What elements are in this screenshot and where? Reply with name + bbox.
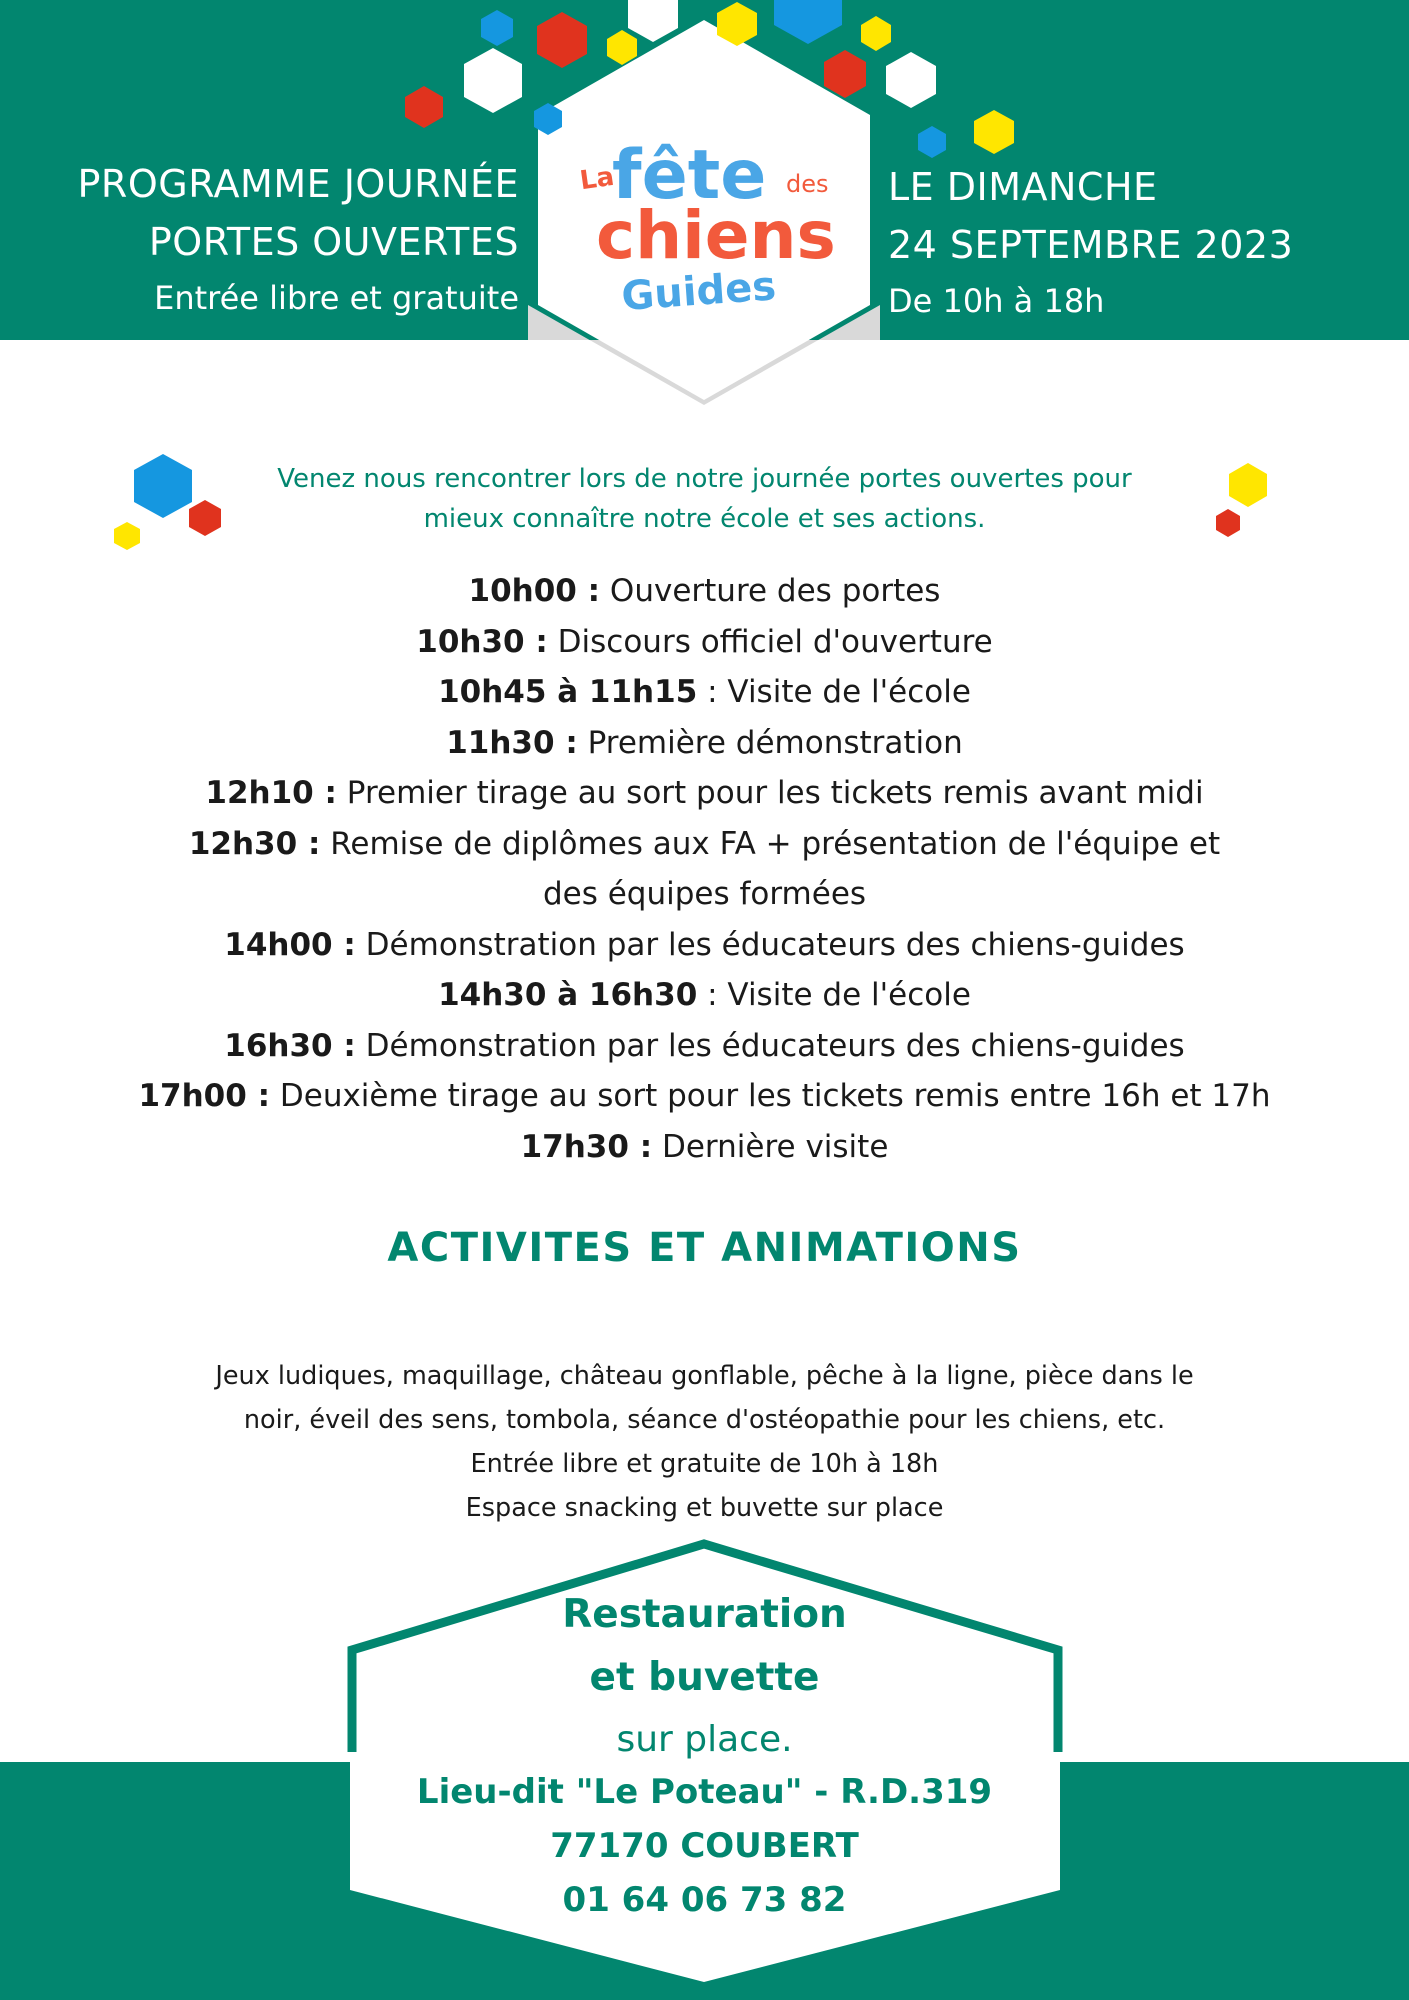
- hex-white: [628, 0, 678, 42]
- schedule-item: [80, 566, 1329, 617]
- schedule-item: [80, 768, 1329, 819]
- address-line2: 77170 COUBERT: [550, 1826, 859, 1866]
- schedule-item: [80, 920, 1329, 971]
- intro-line2: mieux connaître notre école et ses actions.: [423, 504, 986, 534]
- schedule-time: 14h30 à 16h30: [438, 977, 698, 1013]
- schedule-item: [80, 970, 1329, 1021]
- intro-text: [180, 459, 1229, 539]
- hex-red: [405, 86, 443, 128]
- activities-line4: Espace snacking et buvette sur place: [465, 1493, 944, 1523]
- schedule-item: [80, 617, 1329, 668]
- schedule-time: 10h30 :: [416, 623, 548, 660]
- restauration-line1: Restauration: [562, 1592, 847, 1637]
- phone-number: 01 64 06 73 82: [562, 1880, 847, 1920]
- schedule-time: 10h45 à 11h15: [438, 674, 698, 710]
- hex-blue: [481, 10, 513, 46]
- schedule-desc: Premier tirage au sort pour les tickets remis avant midi: [336, 775, 1204, 811]
- activities-line1: Jeux ludiques, maquillage, château gonflable, pêche à la ligne, pièce dans le: [215, 1361, 1194, 1391]
- hex-yellow: [114, 522, 140, 550]
- hex-blue: [918, 126, 946, 158]
- schedule-desc: Dernière visite: [652, 1128, 889, 1165]
- hex-yellow: [607, 30, 637, 65]
- header-hours: De 10h à 18h: [888, 282, 1105, 320]
- hex-red: [824, 50, 866, 98]
- header-right: [888, 158, 1293, 328]
- restauration-line3: sur place.: [616, 1719, 793, 1760]
- activities-text: [110, 1354, 1299, 1530]
- schedule-item: [80, 1122, 1329, 1173]
- hex-white: [464, 48, 522, 113]
- header-left: [78, 155, 519, 325]
- schedule-time: 12h30 :: [188, 825, 321, 862]
- schedule-desc: Ouverture des portes: [600, 573, 941, 609]
- address-line1: Lieu-dit "Le Poteau" - R.D.319: [416, 1772, 993, 1812]
- logo-guides: Guides: [620, 263, 778, 321]
- schedule-desc: Remise de diplômes aux FA + présentation de l'équipe et des équipes formées: [320, 825, 1221, 912]
- logo-des: des: [786, 170, 829, 198]
- schedule-item: [80, 718, 1329, 769]
- schedule-time: 10h00 :: [468, 573, 601, 609]
- schedule-time: 16h30 :: [224, 1027, 356, 1064]
- schedule-item: [80, 819, 1329, 920]
- schedule-desc: Démonstration par les éducateurs des chiens-guides: [355, 926, 1185, 963]
- activities-line3: Entrée libre et gratuite de 10h à 18h: [470, 1449, 939, 1479]
- hex-yellow: [1229, 463, 1267, 507]
- schedule-desc: Démonstration par les éducateurs des chiens-guides: [355, 1027, 1185, 1064]
- schedule-list: [80, 566, 1329, 1172]
- logo-chiens: chiens: [596, 197, 836, 274]
- hex-red: [537, 12, 587, 68]
- schedule-desc: Première démonstration: [577, 724, 963, 761]
- schedule-item: [80, 667, 1329, 718]
- schedule-desc: Deuxième tirage au sort pour les tickets remis entre 16h et 17h: [270, 1078, 1271, 1114]
- schedule-item: [80, 1071, 1329, 1122]
- schedule-desc: Discours officiel d'ouverture: [547, 623, 993, 660]
- activities-line2: noir, éveil des sens, tombola, séance d'ostéopathie pour les chiens, etc.: [243, 1405, 1166, 1435]
- event-logo: [560, 120, 850, 330]
- schedule-desc: : Visite de l'école: [697, 674, 971, 710]
- schedule-time: 12h10 :: [205, 775, 337, 811]
- hex-yellow: [861, 16, 891, 51]
- schedule-time: 14h00 :: [224, 926, 356, 963]
- schedule-item: [80, 1021, 1329, 1072]
- header-subtitle: Entrée libre et gratuite: [154, 279, 519, 317]
- hex-blue: [774, 0, 842, 44]
- restauration-line2: et buvette: [589, 1655, 820, 1700]
- schedule-time: 17h00 :: [138, 1078, 271, 1114]
- logo-fete: fête: [612, 136, 767, 215]
- intro-line1: Venez nous rencontrer lors de notre journée portes ouvertes pour: [277, 464, 1132, 494]
- header-date-line2: 24 SEPTEMBRE 2023: [888, 223, 1294, 267]
- hex-white: [886, 52, 936, 108]
- hex-yellow: [974, 110, 1014, 154]
- header-title-line2: PORTES OUVERTES: [148, 220, 519, 264]
- header-date-line1: LE DIMANCHE: [888, 165, 1158, 209]
- schedule-desc: : Visite de l'école: [697, 977, 971, 1013]
- schedule-time: 17h30 :: [520, 1128, 653, 1165]
- header-title-line1: PROGRAMME JOURNÉE: [77, 162, 519, 206]
- logo-la: La: [578, 161, 616, 197]
- activities-title: ACTIVITES ET ANIMATIONS: [387, 1225, 1022, 1271]
- schedule-time: 11h30 :: [446, 724, 578, 761]
